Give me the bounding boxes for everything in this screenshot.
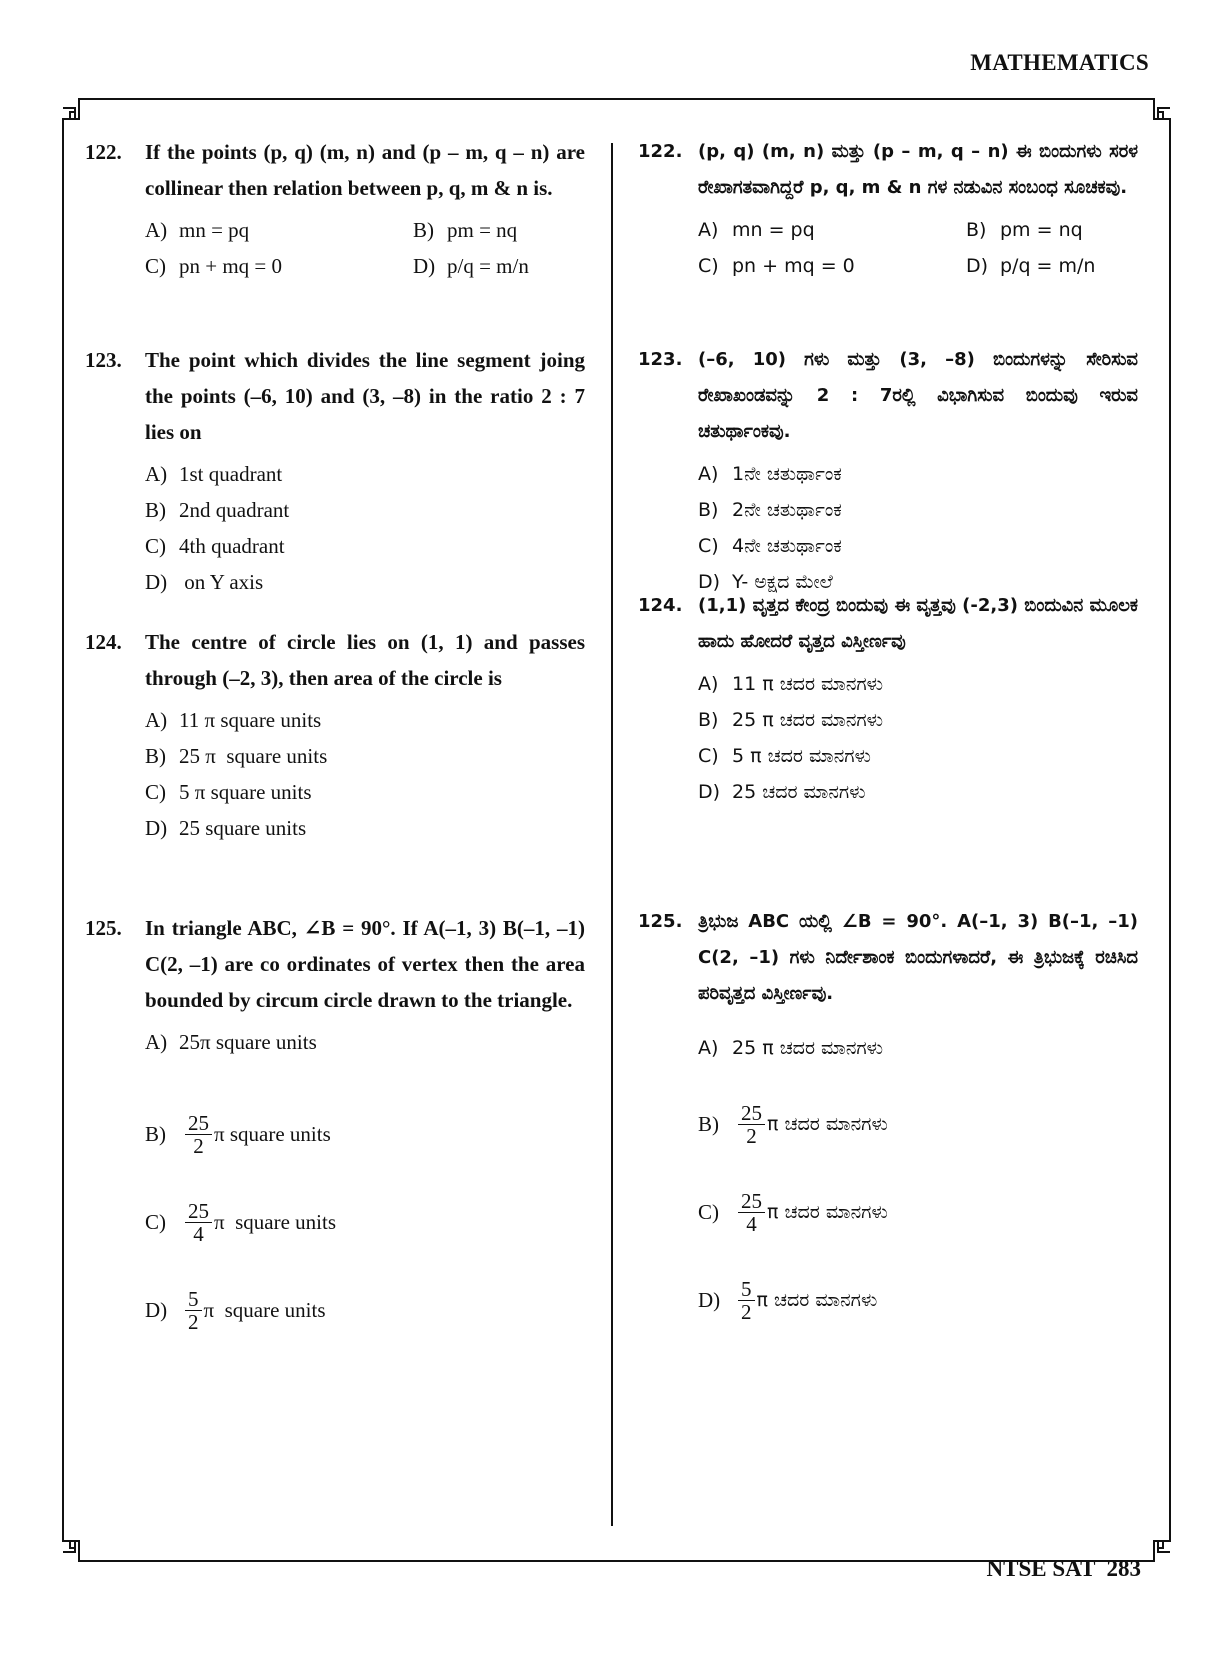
option-b: B) 25 π ಚದರ ಮಾನಗಳು [698, 709, 884, 731]
fraction: $\frac{5}{2}$ [185, 1288, 202, 1333]
option-a: A) 25π square units [145, 1030, 317, 1054]
question-123 [85, 342, 585, 600]
question-text: The point which divides the line segment joing the points (–6, 10) and (3, –8) in the ratio 2 : 7 lies on [145, 348, 585, 444]
option-d: D) $\frac{5}{2}$ π ಚದರ ಮಾನಗಳು [698, 1276, 878, 1324]
question-122 [85, 134, 585, 284]
option-d: D) 25 square units [145, 816, 307, 840]
question-number: 125. [85, 916, 122, 940]
question-text: ತ್ರಿಭುಜ ABC ಯಲ್ಲಿ ∠B = 90°. A(–1, 3) B(–1, –1) C(2, –1) ಗಳು ನಿರ್ದೇಶಾಂಕ ಬಿಂದುಗಳಾದರೆ, ಈ ತ್ರಿಭುಜಕ್ಕೆ ರಚಿಸಿದ ಪರಿವೃತ್ತದ ವಿಸ್ತೀರ್ಣವು. [698, 911, 1138, 1004]
fraction: $\frac{5}{2}$ [738, 1278, 755, 1323]
question-123-kannada [638, 342, 1138, 600]
option-c: C) $\frac{25}{4}$ π square units [145, 1198, 337, 1246]
question-text: The centre of circle lies on (1, 1) and passes through (–2, 3), then area of the circle is [145, 630, 585, 690]
question-number: 122. [638, 141, 683, 162]
question-number: 124. [85, 630, 122, 654]
question-text: (–6, 10) ಗಳು ಮತ್ತು (3, –8) ಬಿಂದುಗಳನ್ನು ಸೇರಿಸುವ ರೇಖಾಖಂಡವನ್ನು 2 : 7ರಲ್ಲಿ ವಿಭಾಗಿಸುವ ಬಿಂದುವು ಇರುವ ಚತುರ್ಥಾಂಕವು. [698, 349, 1138, 442]
option-c: C) $\frac{25}{4}$ π ಚದರ ಮಾನಗಳು [698, 1188, 888, 1236]
question-number: 122. [85, 140, 122, 164]
fraction: $\frac{25}{4}$ [738, 1190, 765, 1235]
question-text: If the points (p, q) (m, n) and (p – m, q – n) are collinear then relation between p, q, m & n is. [145, 140, 585, 200]
option-b: B) $\frac{25}{2}$ π square units [145, 1110, 331, 1158]
question-text: (p, q) (m, n) ಮತ್ತು (p – m, q – n) ಈ ಬಿಂದುಗಳು ಸರಳ ರೇಖಾಗತವಾಗಿದ್ದರೆ p, q, m & n ಗಳ ನಡುವಿನ ಸಂಬಂಧ ಸೂಚಕವು. [698, 141, 1138, 198]
option-c: C) 5 π square units [145, 780, 312, 804]
question-text: (1,1) ವೃತ್ತದ ಕೇಂದ್ರ ಬಿಂದುವು ಈ ವೃತ್ತವು (-2,3) ಬಿಂದುವಿನ ಮೂಲಕ ಹಾದು ಹೋದರೆ ವೃತ್ತದ ವಿಸ್ತೀರ್ಣವು [698, 595, 1138, 652]
option-a: A) 1ನೇ ಚತುರ್ಥಾಂಕ [698, 463, 842, 485]
option-b: B) $\frac{25}{2}$ π ಚದರ ಮಾನಗಳು [698, 1100, 888, 1148]
question-125-kannada [638, 904, 1138, 1344]
option-c: C) pn + mq = 0 [698, 255, 855, 277]
option-a: A) mn = pq [145, 218, 250, 242]
page-footer: NTSE SAT 283 [986, 1556, 1141, 1581]
option-d: D) 25 ಚದರ ಮಾನಗಳು [698, 781, 866, 803]
option-b: B) 25 π square units [145, 744, 328, 768]
question-125 [85, 910, 585, 1354]
question-number: 125. [638, 911, 683, 932]
question-number: 123. [638, 349, 683, 370]
option-d: D) on Y axis [145, 570, 264, 594]
option-b: B) pm = nq [413, 218, 518, 242]
option-c: C) 5 π ಚದರ ಮಾನಗಳು [698, 745, 871, 767]
question-number: 123. [85, 348, 122, 372]
option-d: D) $\frac{5}{2}$ π square units [145, 1286, 326, 1334]
option-c: C) pn + mq = 0 [145, 254, 283, 278]
option-a: A) 25 π ಚದರ ಮಾನಗಳು [698, 1037, 884, 1059]
option-a: A) mn = pq [698, 219, 815, 241]
option-a: A) 11 π ಚದರ ಮಾನಗಳು [698, 673, 884, 695]
fraction: $\frac{25}{2}$ [185, 1112, 212, 1157]
option-b: B) 2nd quadrant [145, 498, 290, 522]
fraction: $\frac{25}{4}$ [185, 1200, 212, 1245]
option-b: B) 2ನೇ ಚತುರ್ಥಾಂಕ [698, 499, 842, 521]
option-d: D) Y- ಅಕ್ಷದ ಮೇಲೆ [698, 571, 833, 593]
option-c: C) 4ನೇ ಚತುರ್ಥಾಂಕ [698, 535, 842, 557]
question-124-kannada [638, 588, 1138, 810]
question-124 [85, 624, 585, 846]
option-a: A) 11 π square units [145, 708, 322, 732]
fraction: $\frac{25}{2}$ [738, 1102, 765, 1147]
option-b: B) pm = nq [966, 219, 1083, 241]
option-d: D) p/q = m/n [966, 255, 1096, 277]
option-c: C) 4th quadrant [145, 534, 285, 558]
question-text: In triangle ABC, ∠B = 90°. If A(–1, 3) B(–1, –1) C(2, –1) are co ordinates of vertex then the area bounded by circum circle drawn to the triangle. [145, 916, 585, 1012]
subject-heading: MATHEMATICS [970, 50, 1149, 75]
option-a: A) 1st quadrant [145, 462, 283, 486]
option-d: D) p/q = m/n [413, 254, 529, 278]
question-122-kannada [638, 134, 1138, 284]
question-number: 124. [638, 595, 683, 616]
